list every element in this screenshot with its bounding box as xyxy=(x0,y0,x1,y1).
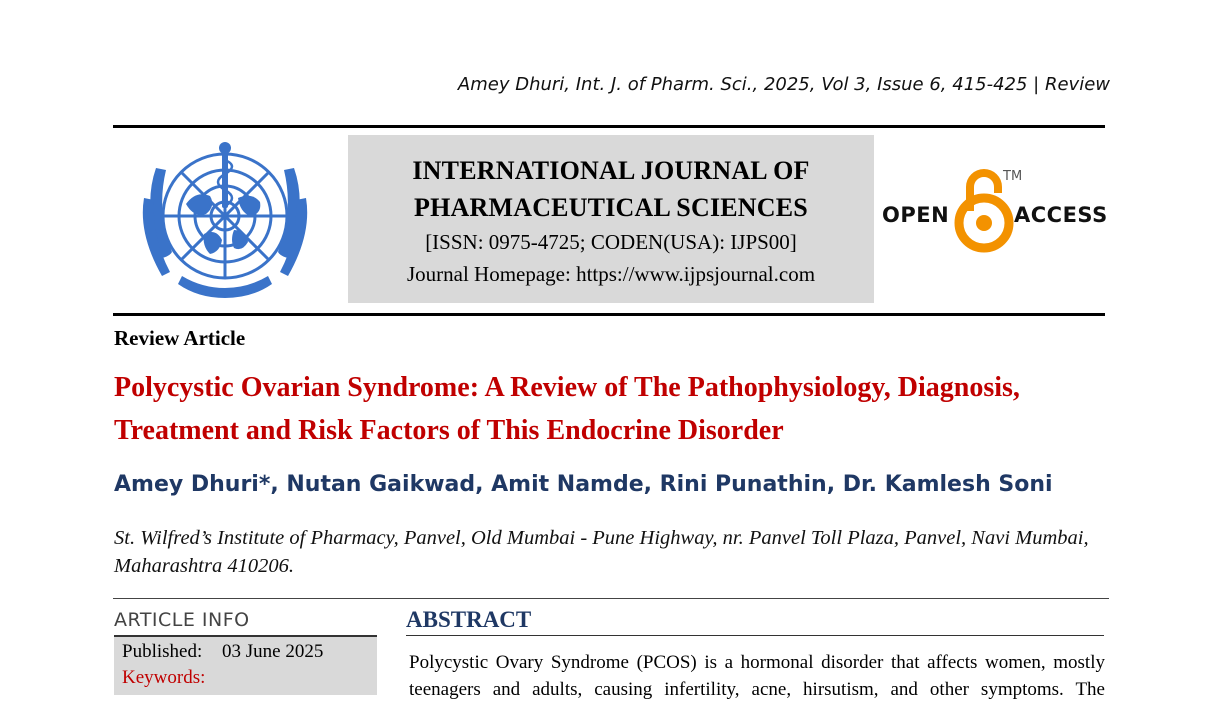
article-type: Review Article xyxy=(114,326,246,350)
published-label: Published: xyxy=(122,641,203,662)
middle-rule xyxy=(113,313,1105,316)
open-access-logo xyxy=(880,165,1108,255)
journal-emblem-logo xyxy=(126,138,324,306)
abstract-rule xyxy=(406,635,1104,636)
journal-title-line-2: PHARMACEUTICAL SCIENCES xyxy=(414,193,808,222)
article-affiliation: St. Wilfred’s Institute of Pharmacy, Panvel, Old Mumbai - Pune Highway, nr. Panvel Toll Plaza, Panvel, Navi Mumbai, Maharashtra 410206. xyxy=(114,527,1089,577)
article-title: Polycystic Ovarian Syndrome: A Review of The Pathophysiology, Diagnosis, Treatment and Risk Factors of This Endocrine Disorder xyxy=(114,372,1020,446)
journal-title-line-1: INTERNATIONAL JOURNAL OF xyxy=(412,156,810,185)
published-date: 03 June 2025 xyxy=(222,641,324,662)
abstract-text: Polycystic Ovary Syndrome (PCOS) is a hormonal disorder that affects women, mostly teenagers and adults, causing infertility, acne, hirsutism, and other symptoms. The xyxy=(409,652,1105,700)
open-access-tm: TM xyxy=(1003,169,1023,184)
citation-line: Amey Dhuri, Int. J. of Pharm. Sci., 2025, Vol 3, Issue 6, 415-425 | Review xyxy=(457,74,1110,95)
abstract-heading: ABSTRACT xyxy=(406,607,532,632)
article-info-heading: ARTICLE INFO xyxy=(114,609,250,631)
keywords-label: Keywords: xyxy=(122,667,206,688)
open-access-open-text: OPEN xyxy=(882,203,950,227)
journal-issn: [ISSN: 0975-4725; CODEN(USA): IJPS00] xyxy=(425,230,797,254)
article-authors: Amey Dhuri*, Nutan Gaikwad, Amit Namde, Rini Punathin, Dr. Kamlesh Soni xyxy=(114,472,1053,497)
journal-title-box xyxy=(348,135,874,303)
open-access-access-text: ACCESS xyxy=(1014,203,1108,227)
section-divider xyxy=(113,598,1109,599)
journal-homepage: Journal Homepage: https://www.ijpsjournal.com xyxy=(406,262,816,286)
top-rule xyxy=(113,125,1105,128)
